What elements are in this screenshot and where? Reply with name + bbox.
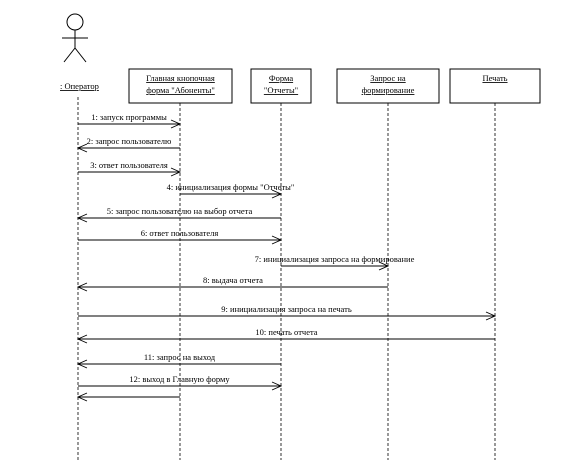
object-print <box>450 69 540 103</box>
actor-label: : Оператор <box>60 81 99 91</box>
message-label: 5: запрос пользователю на выбор отчета <box>106 206 253 216</box>
object-label: формирование <box>361 85 415 95</box>
message-label: 11: запрос на выход <box>143 352 216 362</box>
message-label: 2: запрос пользователю <box>86 136 172 146</box>
message <box>78 228 281 244</box>
object-label: Главная кнопочная <box>146 73 215 83</box>
message-label: 6: ответ пользователя <box>140 228 219 238</box>
object-label: Форма <box>268 73 294 83</box>
object-reports <box>251 69 311 103</box>
lifelines-layer <box>78 97 495 460</box>
message-label: 7: инициализация запроса на формирование <box>254 254 415 264</box>
message <box>78 352 281 368</box>
message-label: 10: печать отчета <box>255 327 318 337</box>
message <box>78 327 495 343</box>
message <box>78 374 281 390</box>
message <box>78 136 180 152</box>
object-label: Запрос на <box>370 73 406 83</box>
message <box>78 206 281 222</box>
object-label: "Отчеты" <box>263 85 299 95</box>
message-label: 4: инициализация формы "Отчеты" <box>166 182 295 192</box>
message <box>167 182 295 198</box>
message-label: 1: запуск программы <box>91 112 167 122</box>
object-main <box>129 69 232 103</box>
object-label: Печать <box>482 73 508 83</box>
object-label: форма "Абоненты" <box>146 85 215 95</box>
message-label: 9: инициализация запроса на печать <box>221 304 352 314</box>
objects-layer <box>129 69 540 103</box>
message <box>78 393 180 401</box>
message <box>78 160 180 176</box>
object-query <box>337 69 439 103</box>
message <box>78 304 495 320</box>
message <box>255 254 415 270</box>
message-label: 3: ответ пользователя <box>90 160 168 170</box>
actor-figure <box>62 14 88 62</box>
message-label: 8: выдача отчета <box>203 275 263 285</box>
message <box>78 275 388 291</box>
message-label: 12: выход в Главную форму <box>129 374 230 384</box>
message <box>78 112 180 128</box>
messages-layer <box>78 112 495 401</box>
